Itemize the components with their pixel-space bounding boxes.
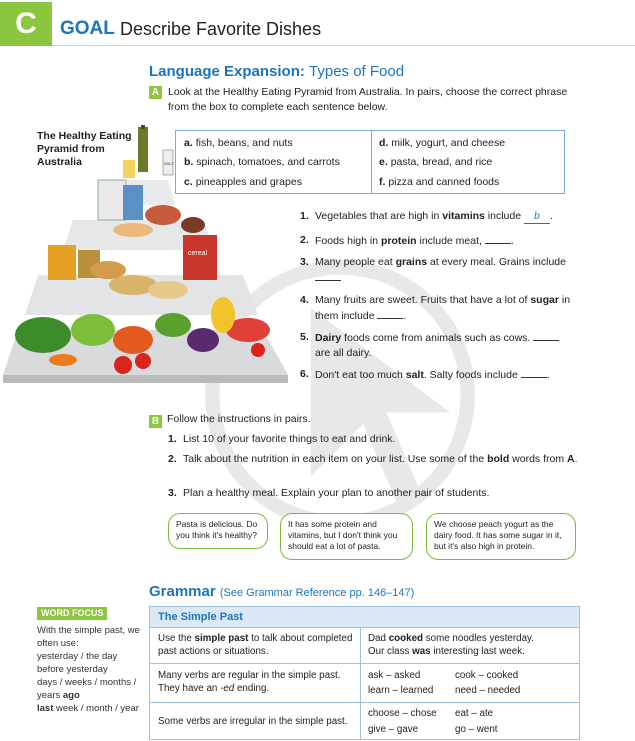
row3-verb-3: give – gave xyxy=(368,724,419,735)
choice-f: f. pizza and canned foods xyxy=(379,176,500,188)
grammar-heading: Grammar (See Grammar Reference pp. 146–147) xyxy=(149,583,415,600)
choice-e: e. pasta, bread, and rice xyxy=(379,156,493,168)
choice-c: c. pineapples and grapes xyxy=(184,176,302,188)
badge-a: A xyxy=(149,86,162,99)
question-6: 6. Don't eat too much salt. Salty foods include . xyxy=(300,368,550,381)
section-letter-badge: C xyxy=(0,2,52,46)
choice-d: d. milk, yogurt, and cheese xyxy=(379,137,506,149)
answer-blank-3[interactable] xyxy=(315,270,341,281)
salt-shaker-label: SALT xyxy=(164,161,174,166)
instruction-b-1: 1. List 10 of your favorite things to eat and drink. xyxy=(168,433,396,445)
language-expansion-heading: Language Expansion: Types of Food xyxy=(149,63,405,80)
row3-rule: Some verbs are irregular in the simple past. xyxy=(158,716,348,727)
row3-verb-1: choose – chose xyxy=(368,708,437,719)
row3-verb-2: eat – ate xyxy=(455,708,494,719)
question-4: 4. Many fruits are sweet. Fruits that have a lot of sugar in them include . xyxy=(300,294,571,322)
pyramid-caption: The Healthy Eating Pyramid from Australia xyxy=(37,130,132,168)
table-title: The Simple Past xyxy=(150,607,579,627)
instruction-b-3: 3. Plan a healthy meal. Explain your plan to another pair of students. xyxy=(168,487,490,499)
answer-blank-4[interactable] xyxy=(377,308,403,319)
answer-blank-2[interactable] xyxy=(485,233,511,244)
choice-a: a. fish, beans, and nuts xyxy=(184,137,293,149)
answer-blank-5[interactable] xyxy=(533,330,559,341)
badge-b: B xyxy=(149,415,162,428)
question-1: 1. Vegetables that are high in vitamins include b . xyxy=(300,210,553,222)
row2-rule: Many verbs are regular in the simple past. They have an -ed ending. xyxy=(158,670,341,694)
phrase-box-divider xyxy=(371,131,372,193)
question-5: 5. Dairy foods come from animals such as cows. are all dairy. xyxy=(300,330,585,361)
row1-examples: Dad cooked some noodles yesterday. Our class was interesting last week. xyxy=(368,633,534,657)
speech-bubble-1: Pasta is delicious. Do you think it's healthy? xyxy=(168,513,268,549)
header-divider xyxy=(52,45,635,46)
row3-verb-4: go – went xyxy=(455,724,498,735)
question-2: 2. Foods high in protein include meat, . xyxy=(300,234,514,247)
answer-blank-6[interactable] xyxy=(521,367,547,378)
row2-verb-2: cook – cooked xyxy=(455,670,519,681)
choice-b: b. spinach, tomatoes, and carrots xyxy=(184,156,340,168)
simple-past-table xyxy=(149,606,580,740)
goal-label: GOAL xyxy=(60,18,115,39)
answer-blank-1[interactable]: b xyxy=(524,212,550,224)
row1-rule: Use the simple past to talk about completed past actions or situations. xyxy=(158,633,353,657)
row2-verb-4: need – needed xyxy=(455,685,521,696)
word-focus-text: With the simple past, we often use: yesterday / the day before yesterday days / weeks / months / years ago last week / month / year xyxy=(37,625,140,714)
speech-bubble-2: It has some protein and vitamins, but I don't think you should eat a lot of pasta. xyxy=(280,513,413,560)
word-focus-label: WORD FOCUS xyxy=(37,607,107,620)
instructions-a: A Look at the Healthy Eating Pyramid from Australia. In pairs, choose the correct phrase from the box to complete each sentence below. xyxy=(149,85,589,115)
grammar-reference: (See Grammar Reference pp. 146–147) xyxy=(219,587,415,599)
cereal-box-text: cereal xyxy=(188,250,208,257)
row2-verb-3: learn – learned xyxy=(368,685,434,696)
row2-verb-1: ask – asked xyxy=(368,670,421,681)
speech-bubble-3: We choose peach yogurt as the dairy food. It has some sugar in it, but it's also high in protein. xyxy=(426,513,576,560)
question-3: 3. Many people eat grains at every meal. Grains include xyxy=(300,255,585,286)
goal-title: Describe Favorite Dishes xyxy=(120,19,322,39)
phrase-box xyxy=(175,130,565,194)
instruction-b-2: 2. Talk about the nutrition in each item on your list. Use some of the bold words from A. xyxy=(168,453,578,465)
section-b-heading: B Follow the instructions in pairs. xyxy=(149,413,311,428)
